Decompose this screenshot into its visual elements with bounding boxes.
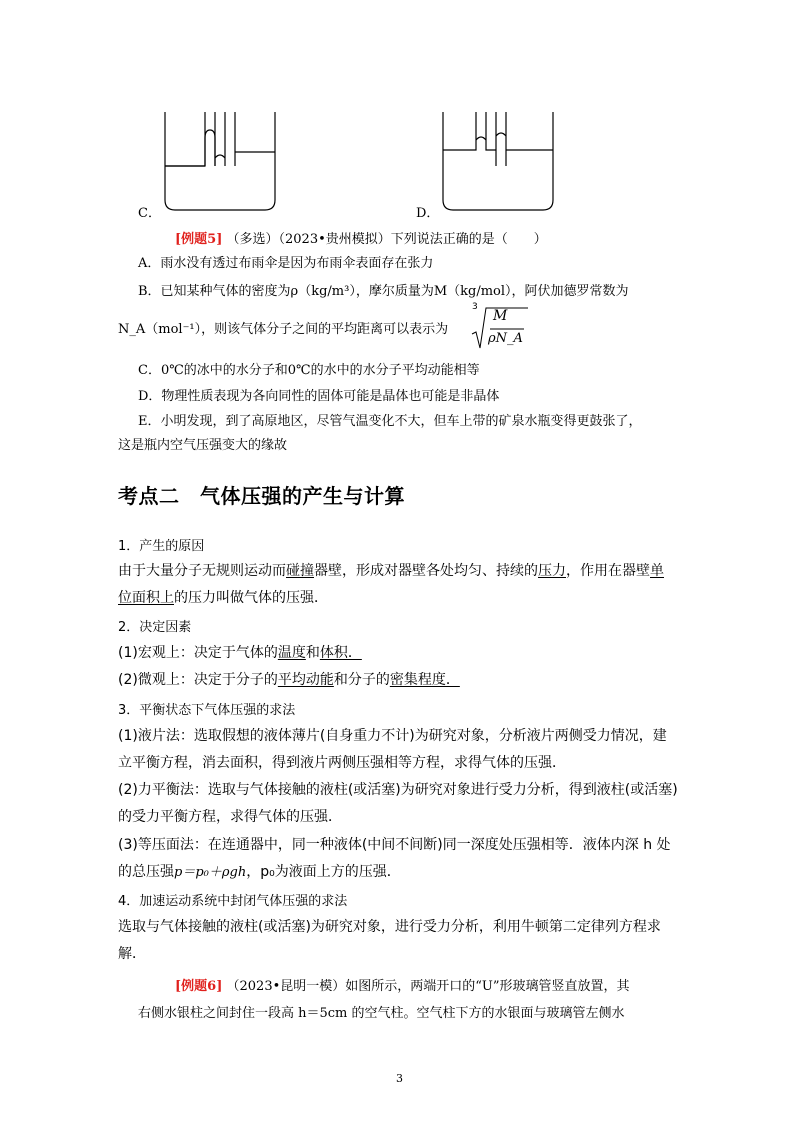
example6-tag: [例题6] <box>175 979 223 994</box>
p2-micro <box>118 669 460 689</box>
p2-title: 2．决定因素 <box>118 620 192 635</box>
p3-3-text-a: 的总压强 <box>118 864 174 880</box>
p1-term-collision: 碰撞 <box>286 563 314 579</box>
p2-term-density: 密集程度． <box>389 672 460 688</box>
p4-title: 4．加速运动系统中封闭气体压强的求法 <box>118 894 348 909</box>
p1-term-unit: 单 <box>650 563 664 579</box>
p2-term-avg-ke: 平均动能 <box>277 672 334 688</box>
p1-term-area: 位面积上 <box>118 590 174 606</box>
pressure-formula: p＝p₀＋ρgh <box>174 865 247 880</box>
option-e-line1: E．小明发现，到了高原地区，尽管气温变化不大，但车上带的矿泉水瓶变得更鼓张了， <box>138 414 642 429</box>
example6-line1 <box>175 975 630 994</box>
example6-text: （2023•昆明一模）如图所示，两端开口的“U”形玻璃管竖直放置，其 <box>226 979 630 994</box>
option-e-line2: 这是瓶内空气压强变大的缘故 <box>118 438 288 453</box>
p2-term-temperature: 温度 <box>277 645 306 661</box>
option-b-line2: N_A（mol⁻¹），则该气体分子之间的平均距离可以表示为 <box>118 322 449 337</box>
p1-text-c: 器壁，形成对器壁各处均匀、持续的 <box>314 563 538 579</box>
p1-term-pressure: 压力 <box>538 563 566 579</box>
p1-text-h: 的压力叫做气体的压强． <box>174 590 328 606</box>
section-title: 考点二 气体压强的产生与计算 <box>118 484 405 508</box>
option-b-line1: B．已知某种气体的密度为ρ（kg/m³），摩尔质量为M（kg/mol），阿伏加德罗常数为 <box>138 284 629 299</box>
p2-macro-text: (1)宏观上：决定于气体的 <box>118 645 278 661</box>
example5-prompt: （多选）（2023•贵州模拟）下列说法正确的是（ ） <box>226 232 547 247</box>
formula-denominator: ρN_A <box>488 331 523 346</box>
option-d-label: D． <box>416 206 440 221</box>
p4-line2: 解． <box>118 946 146 962</box>
p3-2-line1: (2)力平衡法：选取与气体接触的液柱(或活塞)为研究对象进行受力分析，得到液柱(或活塞) <box>118 782 678 798</box>
p3-1-line1: (1)液片法：选取假想的液体薄片(自身重力不计)为研究对象，分析液片两侧受力情况，建 <box>118 728 667 744</box>
example5-tag: [例题5] <box>175 232 223 247</box>
example5-header <box>175 228 547 247</box>
p3-3-text-b: ，p₀为液面上方的压强． <box>246 864 401 880</box>
p3-title: 3．平衡状态下气体压强的求法 <box>118 703 296 718</box>
figure-d-diagram <box>438 108 558 214</box>
p2-macro <box>118 642 362 662</box>
p1-line1 <box>118 560 664 580</box>
p1-title: 1．产生的原因 <box>118 539 205 554</box>
p1-text-e: ，作用在器壁 <box>566 563 650 579</box>
option-a: A．雨水没有透过布雨伞是因为布雨伞表面存在张力 <box>138 256 434 271</box>
p2-micro-and: 和分子的 <box>333 672 390 688</box>
p1-text-a: 由于大量分子无规则运动而 <box>118 563 286 579</box>
p3-2-line2: 的受力平衡方程，求得气体的压强． <box>118 809 342 825</box>
p3-3-line1: (3)等压面法：在连通器中，同一种液体(中间不间断)同一深度处压强相等．液体内深 h 处 <box>118 837 671 853</box>
option-d: D．物理性质表现为各向同性的固体可能是晶体也可能是非晶体 <box>138 389 500 404</box>
p1-line2 <box>118 587 328 607</box>
p3-1-line2: 立平衡方程，消去面积，得到液片两侧压强相等方程，求得气体的压强． <box>118 755 566 771</box>
example6-line2: 右侧水银柱之间封住一段高 h＝5cm 的空气柱。空气柱下方的水银面与玻璃管左侧水 <box>138 1006 625 1021</box>
page-number: 3 <box>396 1072 403 1085</box>
formula-numerator: M <box>493 308 508 324</box>
p4-line1: 选取与气体接触的液柱(或活塞)为研究对象，进行受力分析，利用牛顿第二定律列方程求 <box>118 919 661 935</box>
formula-index: 3 <box>472 302 478 312</box>
option-c-label: C． <box>138 206 161 221</box>
p3-3-line2 <box>118 861 401 881</box>
p2-term-volume: 体积． <box>319 645 362 661</box>
p2-macro-and: 和 <box>305 645 320 661</box>
figure-c-diagram <box>160 108 280 214</box>
p2-micro-text: (2)微观上：决定于分子的 <box>118 672 278 688</box>
option-c: C．0℃的冰中的水分子和0℃的水中的水分子平均动能相等 <box>138 363 480 378</box>
